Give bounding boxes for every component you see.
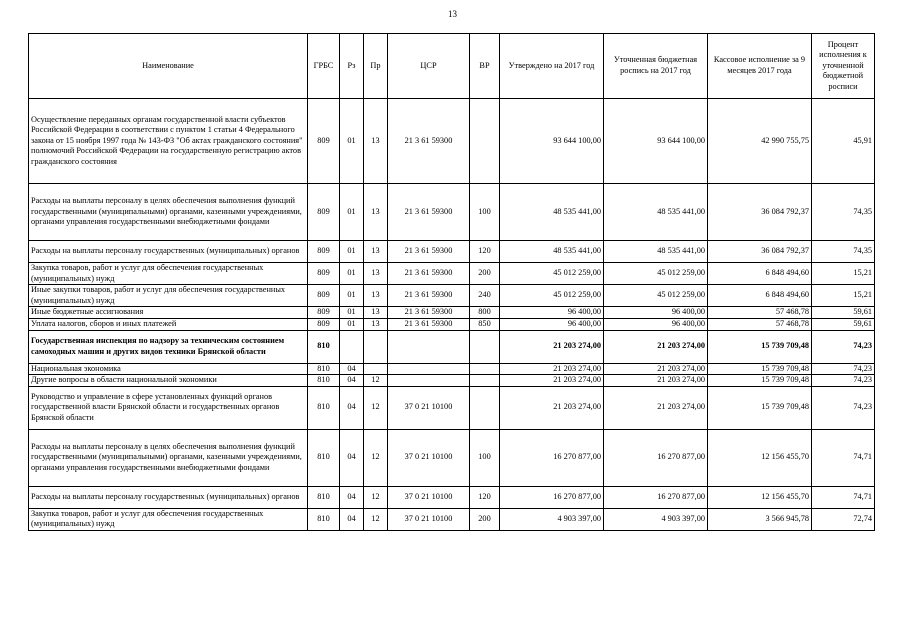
- row-name: Руководство и управление в сфере установленных функций органов государственной власти Брянской области и государственных органов Брянской области: [29, 386, 308, 429]
- row-percent: 74,35: [812, 241, 875, 263]
- row-cash: 36 084 792,37: [708, 184, 812, 241]
- row-csr: [388, 330, 470, 363]
- row-csr: 37 0 21 10100: [388, 386, 470, 429]
- row-vr: 200: [470, 508, 500, 530]
- row-percent: 74,23: [812, 375, 875, 387]
- table-row: [29, 386, 875, 429]
- row-refined: 4 903 397,00: [604, 508, 708, 530]
- row-approved: 16 270 877,00: [500, 486, 604, 508]
- row-vr: 100: [470, 184, 500, 241]
- row-approved: 45 012 259,00: [500, 285, 604, 307]
- row-percent: 74,23: [812, 330, 875, 363]
- row-approved: 48 535 441,00: [500, 241, 604, 263]
- row-grbs: 809: [308, 307, 340, 319]
- row-rz: 01: [340, 285, 364, 307]
- row-refined: 48 535 441,00: [604, 241, 708, 263]
- row-approved: 21 203 274,00: [500, 375, 604, 387]
- row-name: Другие вопросы в области национальной экономики: [29, 375, 308, 387]
- row-percent: 15,21: [812, 285, 875, 307]
- row-refined: 21 203 274,00: [604, 386, 708, 429]
- table-row: [29, 99, 875, 184]
- row-pr: [364, 363, 388, 375]
- row-name: Закупка товаров, работ и услуг для обеспечения государственных (муниципальных) нужд: [29, 508, 308, 530]
- table-body: [29, 99, 875, 531]
- row-cash: 15 739 709,48: [708, 375, 812, 387]
- row-vr: [470, 330, 500, 363]
- row-cash: 15 739 709,48: [708, 386, 812, 429]
- row-vr: 200: [470, 263, 500, 285]
- row-name: Расходы на выплаты персоналу государственных (муниципальных) органов: [29, 241, 308, 263]
- row-pr: 13: [364, 285, 388, 307]
- row-rz: 04: [340, 363, 364, 375]
- table-row: [29, 307, 875, 319]
- row-pr: 12: [364, 386, 388, 429]
- row-grbs: 810: [308, 429, 340, 486]
- row-rz: 01: [340, 307, 364, 319]
- row-vr: [470, 386, 500, 429]
- header-pr: Пр: [364, 34, 388, 99]
- row-grbs: 810: [308, 486, 340, 508]
- budget-execution-table: [28, 33, 875, 531]
- row-name: Расходы на выплаты персоналу в целях обеспечения выполнения функций государственными (муниципальными) органами, казенными учреждениями, органами управления государственными внебюджетными фондами: [29, 429, 308, 486]
- row-rz: 04: [340, 508, 364, 530]
- row-grbs: 810: [308, 386, 340, 429]
- row-name: Закупка товаров, работ и услуг для обеспечения государственных (муниципальных) нужд: [29, 263, 308, 285]
- row-refined: 21 203 274,00: [604, 330, 708, 363]
- table-row: [29, 429, 875, 486]
- row-refined: 45 012 259,00: [604, 263, 708, 285]
- row-refined: 45 012 259,00: [604, 285, 708, 307]
- row-csr: 21 3 61 59300: [388, 184, 470, 241]
- row-pr: 13: [364, 307, 388, 319]
- row-rz: 04: [340, 386, 364, 429]
- row-rz: 01: [340, 318, 364, 330]
- row-csr: 21 3 61 59300: [388, 307, 470, 319]
- row-csr: 21 3 61 59300: [388, 263, 470, 285]
- row-pr: 13: [364, 99, 388, 184]
- row-percent: 74,35: [812, 184, 875, 241]
- header-percent: Процент исполнения к уточненной бюджетной росписи: [812, 34, 875, 99]
- row-cash: 15 739 709,48: [708, 363, 812, 375]
- row-refined: 93 644 100,00: [604, 99, 708, 184]
- row-rz: 01: [340, 184, 364, 241]
- row-refined: 16 270 877,00: [604, 429, 708, 486]
- row-csr: 21 3 61 59300: [388, 99, 470, 184]
- row-pr: 13: [364, 241, 388, 263]
- row-name: Иные бюджетные ассигнования: [29, 307, 308, 319]
- row-csr: 21 3 61 59300: [388, 241, 470, 263]
- table-header-row: [29, 34, 875, 99]
- row-percent: 74,23: [812, 363, 875, 375]
- row-vr: 120: [470, 486, 500, 508]
- row-csr: 37 0 21 10100: [388, 429, 470, 486]
- table-row: [29, 285, 875, 307]
- row-percent: 45,91: [812, 99, 875, 184]
- row-refined: 96 400,00: [604, 307, 708, 319]
- row-grbs: 809: [308, 318, 340, 330]
- header-rz: Рз: [340, 34, 364, 99]
- table-row: [29, 184, 875, 241]
- row-vr: [470, 99, 500, 184]
- row-rz: 01: [340, 241, 364, 263]
- row-refined: 96 400,00: [604, 318, 708, 330]
- row-cash: 36 084 792,37: [708, 241, 812, 263]
- row-csr: 21 3 61 59300: [388, 318, 470, 330]
- row-percent: 74,71: [812, 429, 875, 486]
- row-name: Осуществление переданных органам государственной власти субъектов Российской Федерации в соответствии с пунктом 1 статьи 4 Федерального закона от 15 ноября 1997 года № 143-ФЗ "Об актах гражданского состояния" полномочий Российской Федерации на государственную регистрацию актов гражданского состояния: [29, 99, 308, 184]
- row-rz: 04: [340, 486, 364, 508]
- row-csr: [388, 363, 470, 375]
- table-row: [29, 486, 875, 508]
- table-row: [29, 508, 875, 530]
- table-row: [29, 375, 875, 387]
- row-approved: 21 203 274,00: [500, 386, 604, 429]
- row-name: Государственная инспекция по надзору за техническим состоянием самоходных машин и других видов техники Брянской области: [29, 330, 308, 363]
- row-pr: 13: [364, 184, 388, 241]
- row-approved: 93 644 100,00: [500, 99, 604, 184]
- row-percent: 74,71: [812, 486, 875, 508]
- row-refined: 21 203 274,00: [604, 375, 708, 387]
- row-csr: 37 0 21 10100: [388, 486, 470, 508]
- row-grbs: 809: [308, 241, 340, 263]
- row-name: Расходы на выплаты персоналу в целях обеспечения выполнения функций государственными (муниципальными) органами, казенными учреждениями, органами управления государственными внебюджетными фондами: [29, 184, 308, 241]
- row-cash: 12 156 455,70: [708, 429, 812, 486]
- row-pr: 12: [364, 375, 388, 387]
- header-grbs: ГРБС: [308, 34, 340, 99]
- row-name: Уплата налогов, сборов и иных платежей: [29, 318, 308, 330]
- row-approved: 48 535 441,00: [500, 184, 604, 241]
- row-csr: [388, 375, 470, 387]
- row-grbs: 809: [308, 184, 340, 241]
- row-name: Расходы на выплаты персоналу государственных (муниципальных) органов: [29, 486, 308, 508]
- page-number: 13: [448, 9, 457, 19]
- header-name: Наименование: [29, 34, 308, 99]
- row-refined: 21 203 274,00: [604, 363, 708, 375]
- table-row: [29, 263, 875, 285]
- row-approved: 96 400,00: [500, 307, 604, 319]
- table-row: [29, 363, 875, 375]
- row-refined: 16 270 877,00: [604, 486, 708, 508]
- header-approved: Утверждено на 2017 год: [500, 34, 604, 99]
- row-vr: 800: [470, 307, 500, 319]
- row-name: Национальная экономика: [29, 363, 308, 375]
- table-row: [29, 318, 875, 330]
- row-approved: 16 270 877,00: [500, 429, 604, 486]
- row-approved: 21 203 274,00: [500, 363, 604, 375]
- row-vr: [470, 375, 500, 387]
- row-cash: 12 156 455,70: [708, 486, 812, 508]
- row-pr: [364, 330, 388, 363]
- table-row: [29, 330, 875, 363]
- row-pr: 13: [364, 263, 388, 285]
- row-approved: 21 203 274,00: [500, 330, 604, 363]
- row-approved: 45 012 259,00: [500, 263, 604, 285]
- row-grbs: 809: [308, 263, 340, 285]
- row-vr: [470, 363, 500, 375]
- row-grbs: 810: [308, 363, 340, 375]
- row-cash: 57 468,78: [708, 307, 812, 319]
- row-rz: 04: [340, 429, 364, 486]
- row-pr: 12: [364, 508, 388, 530]
- row-vr: 850: [470, 318, 500, 330]
- row-rz: 04: [340, 375, 364, 387]
- row-rz: [340, 330, 364, 363]
- row-vr: 240: [470, 285, 500, 307]
- row-cash: 6 848 494,60: [708, 263, 812, 285]
- header-csr: ЦСР: [388, 34, 470, 99]
- row-pr: 12: [364, 429, 388, 486]
- row-percent: 72,74: [812, 508, 875, 530]
- row-grbs: 810: [308, 375, 340, 387]
- row-percent: 15,21: [812, 263, 875, 285]
- row-rz: 01: [340, 263, 364, 285]
- row-percent: 74,23: [812, 386, 875, 429]
- row-pr: 13: [364, 318, 388, 330]
- row-cash: 6 848 494,60: [708, 285, 812, 307]
- row-cash: 57 468,78: [708, 318, 812, 330]
- row-percent: 59,61: [812, 307, 875, 319]
- row-cash: 15 739 709,48: [708, 330, 812, 363]
- row-vr: 100: [470, 429, 500, 486]
- row-csr: 21 3 61 59300: [388, 285, 470, 307]
- row-refined: 48 535 441,00: [604, 184, 708, 241]
- header-vr: ВР: [470, 34, 500, 99]
- row-name: Иные закупки товаров, работ и услуг для обеспечения государственных (муниципальных) нужд: [29, 285, 308, 307]
- row-grbs: 809: [308, 285, 340, 307]
- row-cash: 3 566 945,78: [708, 508, 812, 530]
- row-csr: 37 0 21 10100: [388, 508, 470, 530]
- row-rz: 01: [340, 99, 364, 184]
- row-grbs: 809: [308, 99, 340, 184]
- row-percent: 59,61: [812, 318, 875, 330]
- row-grbs: 810: [308, 330, 340, 363]
- header-cash: Кассовое исполнение за 9 месяцев 2017 года: [708, 34, 812, 99]
- header-refined: Уточненная бюджетная роспись на 2017 год: [604, 34, 708, 99]
- row-pr: 12: [364, 486, 388, 508]
- row-approved: 4 903 397,00: [500, 508, 604, 530]
- table-row: [29, 241, 875, 263]
- row-approved: 96 400,00: [500, 318, 604, 330]
- row-cash: 42 990 755,75: [708, 99, 812, 184]
- row-grbs: 810: [308, 508, 340, 530]
- row-vr: 120: [470, 241, 500, 263]
